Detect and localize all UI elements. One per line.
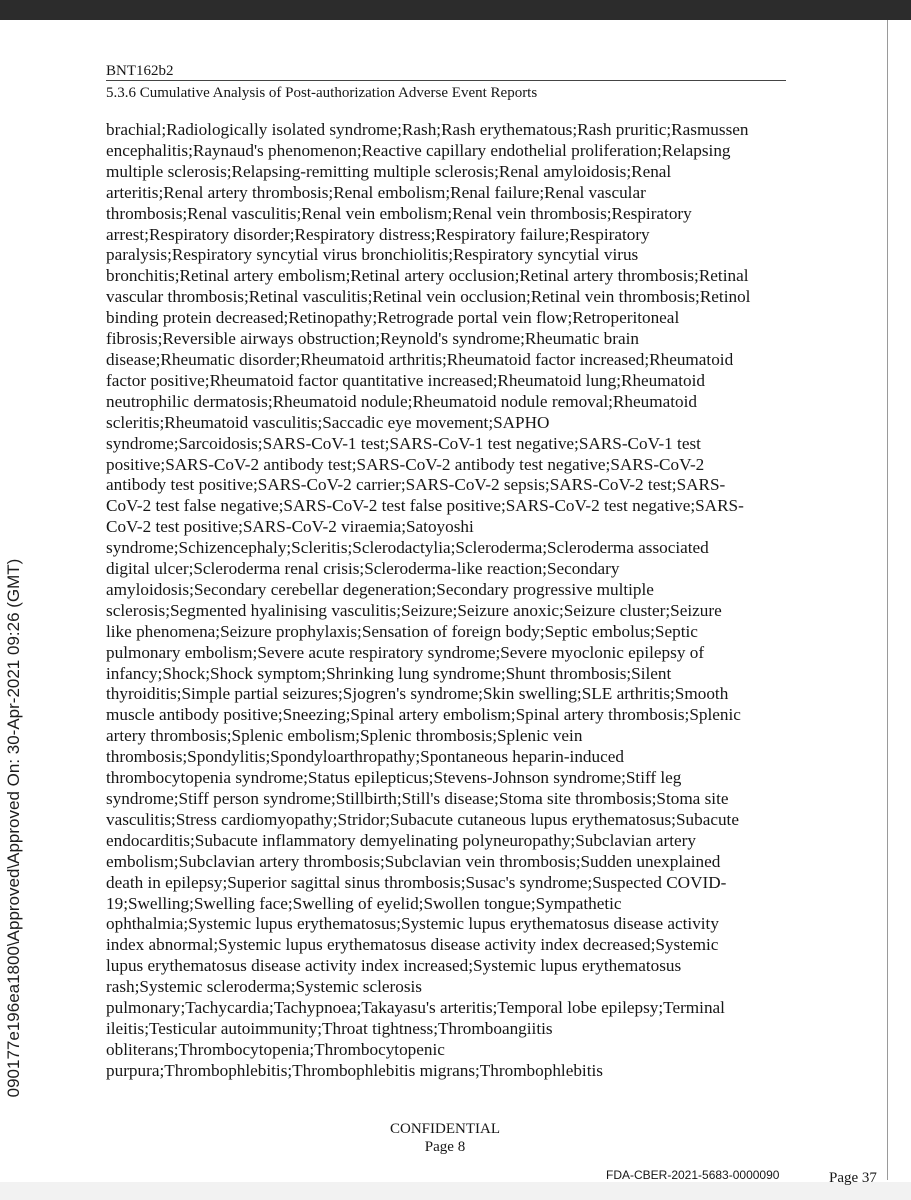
header-rule <box>106 80 786 81</box>
body-line: fibrosis;Reversible airways obstruction;Reynold's syndrome;Rheumatic brain <box>106 329 639 349</box>
body-line: pulmonary;Tachycardia;Tachypnoea;Takayasu's arteritis;Temporal lobe epilepsy;Terminal <box>106 998 725 1018</box>
body-line: scleritis;Rheumatoid vasculitis;Saccadic eye movement;SAPHO <box>106 412 550 432</box>
body-line: infancy;Shock;Shock symptom;Shrinking lung syndrome;Shunt thrombosis;Silent <box>106 663 672 683</box>
body-line: factor positive;Rheumatoid factor quantitative increased;Rheumatoid lung;Rheumatoid <box>106 370 706 390</box>
body-line: positive;SARS-CoV-2 antibody test;SARS-CoV-2 antibody test negative;SARS-CoV-2 <box>106 454 705 474</box>
body-line: arrest;Respiratory disorder;Respiratory distress;Respiratory failure;Respiratory <box>106 224 650 244</box>
outer-page-number: Page 37 <box>829 1170 877 1186</box>
body-line: artery thrombosis;Splenic embolism;Splenic thrombosis;Splenic vein <box>106 726 583 746</box>
header-section-title: 5.3.6 Cumulative Analysis of Post-authorization Adverse Event Reports <box>106 85 538 101</box>
body-line: paralysis;Respiratory syncytial virus bronchiolitis;Respiratory syncytial virus <box>106 245 639 265</box>
body-line: like phenomena;Seizure prophylaxis;Sensation of foreign body;Septic embolus;Septic <box>106 621 698 641</box>
body-line: pulmonary embolism;Severe acute respiratory syndrome;Severe myoclonic epilepsy of <box>106 642 705 662</box>
body-line: 19;Swelling;Swelling face;Swelling of eyelid;Swollen tongue;Sympathetic <box>106 893 622 913</box>
body-line: bronchitis;Retinal artery embolism;Retinal artery occlusion;Retinal artery thrombosis;Retinal <box>106 266 749 286</box>
body-line: endocarditis;Subacute inflammatory demyelinating polyneuropathy;Subclavian artery <box>106 830 696 850</box>
body-line: digital ulcer;Scleroderma renal crisis;Scleroderma-like reaction;Secondary <box>106 559 620 579</box>
body-line: embolism;Subclavian artery thrombosis;Subclavian vein thrombosis;Sudden unexplained <box>106 851 721 871</box>
body-line: neutrophilic dermatosis;Rheumatoid nodule;Rheumatoid nodule removal;Rheumatoid <box>106 391 697 411</box>
body-line: rash;Systemic scleroderma;Systemic sclerosis <box>106 977 422 997</box>
body-line: syndrome;Schizencephaly;Scleritis;Sclerodactylia;Scleroderma;Scleroderma associated <box>106 538 709 558</box>
body-line: disease;Rheumatic disorder;Rheumatoid arthritis;Rheumatoid factor increased;Rheumatoid <box>106 349 734 369</box>
body-line: lupus erythematosus disease activity index increased;Systemic lupus erythematosus <box>106 956 682 976</box>
body-line: vasculitis;Stress cardiomyopathy;Stridor;Subacute cutaneous lupus erythematosus;Subacute <box>106 809 739 829</box>
scan-bottom-band <box>0 1182 911 1200</box>
body-line: multiple sclerosis;Relapsing-remitting multiple sclerosis;Renal amyloidosis;Renal <box>106 161 672 181</box>
adverse-event-term-list <box>106 120 796 1082</box>
body-line: syndrome;Stiff person syndrome;Stillbirth;Still's disease;Stoma site thrombosis;Stoma site <box>106 789 729 808</box>
body-line: brachial;Radiologically isolated syndrome;Rash;Rash erythematous;Rash pruritic;Rasmussen <box>106 120 749 139</box>
body-line: ileitis;Testicular autoimmunity;Throat tightness;Thromboangiitis <box>106 1018 553 1038</box>
body-line: encephalitis;Raynaud's phenomenon;Reactive capillary endothelial proliferation;Relapsing <box>106 140 731 160</box>
body-line: death in epilepsy;Superior sagittal sinus thrombosis;Susac's syndrome;Suspected COVID- <box>106 872 727 892</box>
body-line: syndrome;Sarcoidosis;SARS-CoV-1 test;SARS-CoV-1 test negative;SARS-CoV-1 test <box>106 433 701 453</box>
page-right-edge <box>887 20 888 1180</box>
scan-top-band <box>0 0 911 20</box>
body-line: vascular thrombosis;Retinal vasculitis;Retinal vein occlusion;Retinal vein thrombosis;Retinol <box>106 287 751 307</box>
body-line: antibody test positive;SARS-CoV-2 carrier;SARS-CoV-2 sepsis;SARS-CoV-2 test;SARS- <box>106 475 726 495</box>
body-line: sclerosis;Segmented hyalinising vasculitis;Seizure;Seizure anoxic;Seizure cluster;Seizure <box>106 600 722 620</box>
body-line: thrombocytopenia syndrome;Status epilepticus;Stevens-Johnson syndrome;Stiff leg <box>106 768 682 788</box>
body-line: muscle antibody positive;Sneezing;Spinal artery embolism;Spinal artery thrombosis;Splenic <box>106 705 741 725</box>
body-line: thrombosis;Renal vasculitis;Renal vein embolism;Renal vein thrombosis;Respiratory <box>106 203 692 223</box>
body-line: arteritis;Renal artery thrombosis;Renal embolism;Renal failure;Renal vascular <box>106 182 646 202</box>
body-line: index abnormal;Systemic lupus erythematosus disease activity index decreased;Systemic <box>106 935 719 955</box>
approval-stamp-text: 090177e196ea1800\Approved\Approved On: 30-Apr-2021 09:26 (GMT) <box>4 558 23 1098</box>
body-line: ophthalmia;Systemic lupus erythematosus;Systemic lupus erythematosus disease activity <box>106 914 719 934</box>
body-line: thyroiditis;Simple partial seizures;Sjogren's syndrome;Skin swelling;SLE arthritis;Smooth <box>106 684 729 704</box>
body-line: CoV-2 test positive;SARS-CoV-2 viraemia;Satoyoshi <box>106 517 474 537</box>
body-line: CoV-2 test false negative;SARS-CoV-2 test false positive;SARS-CoV-2 test negative;SARS- <box>106 496 744 516</box>
body-line: purpura;Thrombophlebitis;Thrombophlebitis migrans;Thrombophlebitis <box>106 1060 603 1080</box>
body-line: thrombosis;Spondylitis;Spondyloarthropathy;Spontaneous heparin-induced <box>106 747 624 767</box>
body-line: amyloidosis;Secondary cerebellar degeneration;Secondary progressive multiple <box>106 579 654 599</box>
confidential-label: CONFIDENTIAL <box>390 1121 500 1137</box>
header-document-id: BNT162b2 <box>106 63 174 79</box>
bates-number: FDA-CBER-2021-5683-0000090 <box>606 1168 780 1182</box>
body-line: binding protein decreased;Retinopathy;Retrograde portal vein flow;Retroperitoneal <box>106 308 680 328</box>
page-number: Page 8 <box>424 1139 466 1155</box>
body-line: obliterans;Thrombocytopenia;Thrombocytopenic <box>106 1039 445 1059</box>
